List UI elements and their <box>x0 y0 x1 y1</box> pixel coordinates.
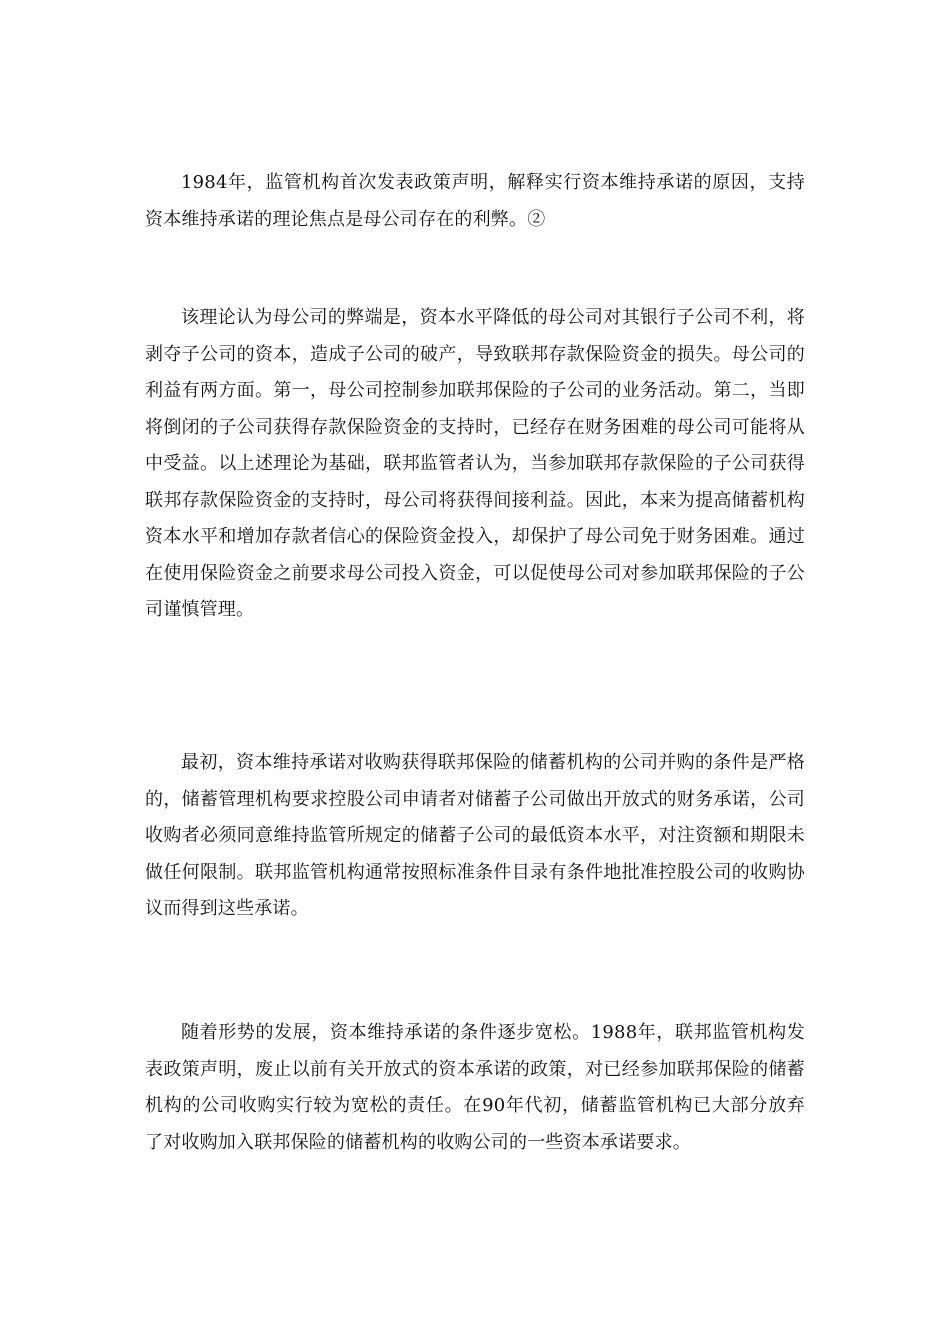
paragraph-parent-company-theory: 该理论认为母公司的弊端是，资本水平降低的母公司对其银行子公司不利，将剥夺子公司的资本，造成子公司的破产，导致联邦存款保险资金的损失。母公司的利益有两方面。第一，母公司控制参加联邦保险的子公司的业务活动。第二，当即将倒闭的子公司获得存款保险资金的支持时，已经存在财务困难的母公司可能将从中受益。以上述理论为基础，联邦监管者认为，当参加联邦存款保险的子公司获得联邦存款保险资金的支持时，母公司将获得间接利益。因此，本来为提高储蓄机构资本水平和增加存款者信心的保险资金投入，却保护了母公司免于财务困难。通过在使用保险资金之前要求母公司投入资金，可以促使母公司对参加联邦保险的子公司谨慎管理。 <box>145 307 805 620</box>
paragraph-capital-maintenance-origin: 1984年，监管机构首次发表政策声明，解释实行资本维持承诺的原因，支持资本维持承诺的理论焦点是母公司存在的利弊。② <box>145 172 805 230</box>
paragraph-initial-strict-conditions: 最初，资本维持承诺对收购获得联邦保险的储蓄机构的公司并购的条件是严格的，储蓄管理机构要求控股公司申请者对储蓄子公司做出开放式的财务承诺，公司收购者必须同意维持监管所规定的储蓄子公司的最低资本水平，对注资额和期限未做任何限制。联邦监管机构通常按照标准条件目录有条件地批准控股公司的收购协议而得到这些承诺。 <box>145 752 805 919</box>
paragraph-relaxed-conditions: 随着形势的发展，资本维持承诺的条件逐步宽松。1988年，联邦监管机构发表政策声明，废止以前有关开放式的资本承诺的政策，对已经参加联邦保险的储蓄机构的公司收购实行较为宽松的责任。在90年代初，储蓄监管机构已大部分放弃了对收购加入联邦保险的储蓄机构的收购公司的一些资本承诺要求。 <box>145 1022 805 1153</box>
